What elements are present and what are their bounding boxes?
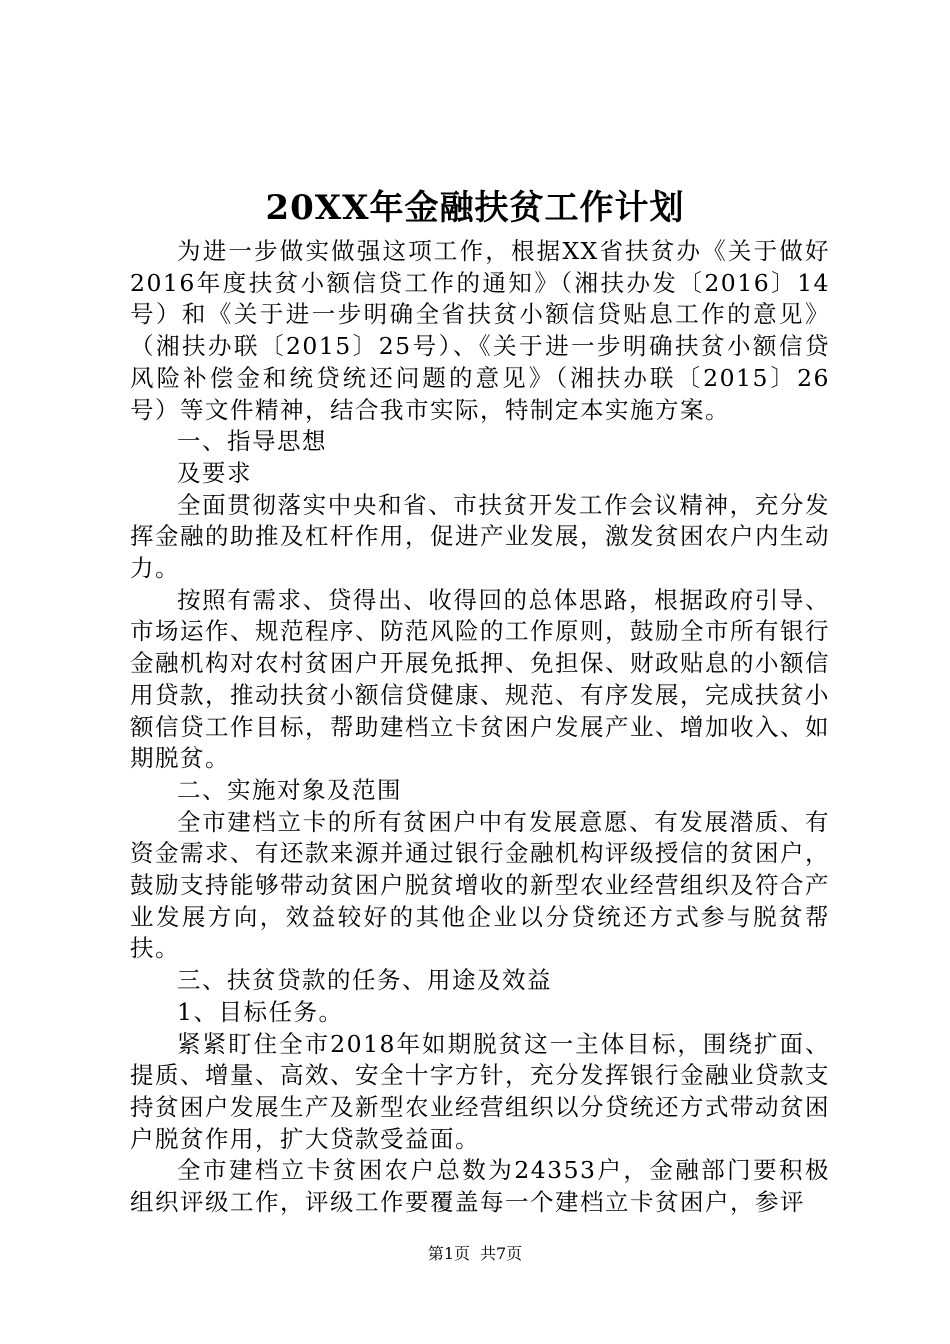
page-total: 共7页 xyxy=(480,1244,523,1263)
heading-guiding-thought: 一、指导思想 xyxy=(177,427,327,456)
page-number: 第1页 xyxy=(427,1244,470,1263)
page-footer xyxy=(0,1243,950,1265)
paragraph-guiding-spirit: 全面贯彻落实中央和省、市扶贫开发工作会议精神，充分发挥金融的助推及杠杆作用，促进产业发展，激发贫困农户内生动力。 xyxy=(130,490,830,583)
paragraph-targets-scope: 全市建档立卡的所有贫困户中有发展意愿、有发展潜质、有资金需求、有还款来源并通过银行金融机构评级授信的贫困户，鼓励支持能够带动贫困户脱贫增收的新型农业经营组织及符合产业发展方向，效益较好的其他企业以分贷统还方式参与脱贫帮扶。 xyxy=(130,807,830,963)
heading-loan-tasks: 三、扶贫贷款的任务、用途及效益 xyxy=(177,966,552,995)
heading-targets-scope: 二、实施对象及范围 xyxy=(177,775,402,804)
paragraph-households: 全市建档立卡贫困农户总数为24353户，金融部门要积极组织评级工作，评级工作要覆盖每一个建档立卡贫困户，参评 xyxy=(130,1156,830,1217)
paragraph-principles: 按照有需求、贷得出、收得回的总体思路，根据政府引导、市场运作、规范程序、防范风险的工作原则，鼓励全市所有银行金融机构对农村贫困户开展免抵押、免担保、财政贴息的小额信用贷款，推动扶贫小额信贷健康、规范、有序发展，完成扶贫小额信贷工作目标，帮助建档立卡贫困户发展产业、增加收入、如期脱贫。 xyxy=(130,585,830,773)
document-body xyxy=(130,236,830,1219)
paragraph-goals: 紧紧盯住全市2018年如期脱贫这一主体目标，围绕扩面、提质、增量、高效、安全十字方针，充分发挥银行金融业贷款支持贫困户发展生产及新型农业经营组织以分贷统还方式带动贫困户脱贫作用，扩大贷款受益面。 xyxy=(130,1029,830,1153)
subheading-goals: 1、目标任务。 xyxy=(177,997,344,1026)
document-title: 20XX年金融扶贫工作计划 xyxy=(265,188,685,228)
paragraph-intro: 为进一步做实做强这项工作，根据XX省扶贫办《关于做好2016年度扶贫小额信贷工作的通知》（湘扶办发〔2016〕14号）和《关于进一步明确全省扶贫小额信贷贴息工作的意见》（湘扶办联〔2015〕25号）、《关于进一步明确扶贫小额信贷风险补偿金和统贷统还问题的意见》（湘扶办联〔2015〕26号）等文件精神，结合我市实际，特制定本实施方案。 xyxy=(130,237,830,424)
heading-requirements: 及要求 xyxy=(177,458,252,487)
